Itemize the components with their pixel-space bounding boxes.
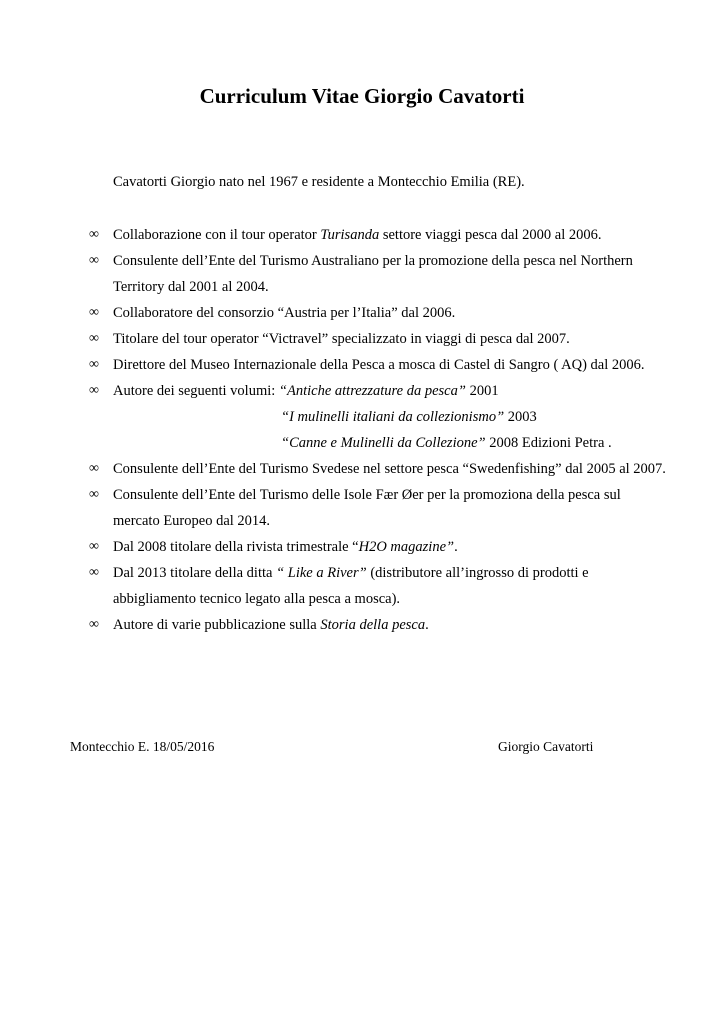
place-date: Montecchio E. 18/05/2016	[70, 739, 215, 754]
bullet-icon: ∞	[89, 383, 99, 398]
list-item: ∞ Direttore del Museo Internazionale della Pesca a mosca di Castel di Sangro ( AQ) dal 2006.	[0, 352, 668, 378]
cv-list	[0, 222, 724, 638]
list-item: ∞ Consulente dell’Ente del Turismo Australiano per la promozione della pesca nel Northern Territory dal 2001 al 2004.	[0, 248, 668, 300]
volume-title: “Canne e Mulinelli da Collezione”	[281, 435, 486, 451]
volume-info: 2001	[469, 383, 499, 399]
volume-title: “Antiche attrezzature da pesca”	[278, 383, 470, 399]
bullet-icon: ∞	[89, 539, 99, 554]
signature-name: Giorgio Cavatorti	[498, 739, 594, 754]
bullet-icon: ∞	[89, 565, 99, 580]
bullet-icon: ∞	[89, 331, 99, 346]
volumes-item	[0, 378, 668, 456]
list-item: ∞ Collaborazione con il tour operator Turisanda settore viaggi pesca dal 2000 al 2006.	[0, 222, 668, 248]
volume-info: 2003	[504, 409, 537, 425]
bullet-icon: ∞	[89, 227, 99, 242]
volume-info: 2008 Edizioni Petra .	[485, 435, 612, 451]
bullet-icon: ∞	[89, 305, 99, 320]
bullet-icon: ∞	[89, 487, 99, 502]
page-title: Curriculum Vitae Giorgio Cavatorti	[199, 84, 525, 108]
list-item: ∞ Consulente dell’Ente del Turismo delle Isole Fær Øer per la promoziona della pesca sul mercato Europeo dal 2014.	[0, 482, 668, 534]
volume-title: “I mulinelli italiani da collezionismo”	[281, 409, 505, 425]
list-item: ∞ Titolare del tour operator “Victravel” specializzato in viaggi di pesca dal 2007.	[0, 326, 668, 352]
list-item: ∞ Dal 2008 titolare della rivista trimestrale “H2O magazine”.	[0, 534, 668, 560]
bullet-icon: ∞	[89, 253, 99, 268]
list-item: ∞ Dal 2013 titolare della ditta “ Like a River” (distributore all’ingrosso di prodotti e abbigliamento tecnico legato alla pesca a mosca).	[0, 560, 668, 612]
bullet-icon: ∞	[89, 357, 99, 372]
bullet-icon: ∞	[89, 617, 99, 632]
list-item: ∞ Collaboratore del consorzio “Austria per l’Italia” dal 2006.	[0, 300, 668, 326]
bullet-icon: ∞	[89, 461, 99, 476]
intro-paragraph: Cavatorti Giorgio nato nel 1967 e residente a Montecchio Emilia (RE).	[113, 174, 525, 190]
list-item: ∞ Autore di varie pubblicazione sulla Storia della pesca.	[0, 612, 668, 638]
list-item: ∞ Consulente dell’Ente del Turismo Svedese nel settore pesca “Swedenfishing” dal 2005 al 2007.	[0, 456, 668, 482]
volumes-intro: Autore dei seguenti volumi:	[113, 383, 279, 399]
